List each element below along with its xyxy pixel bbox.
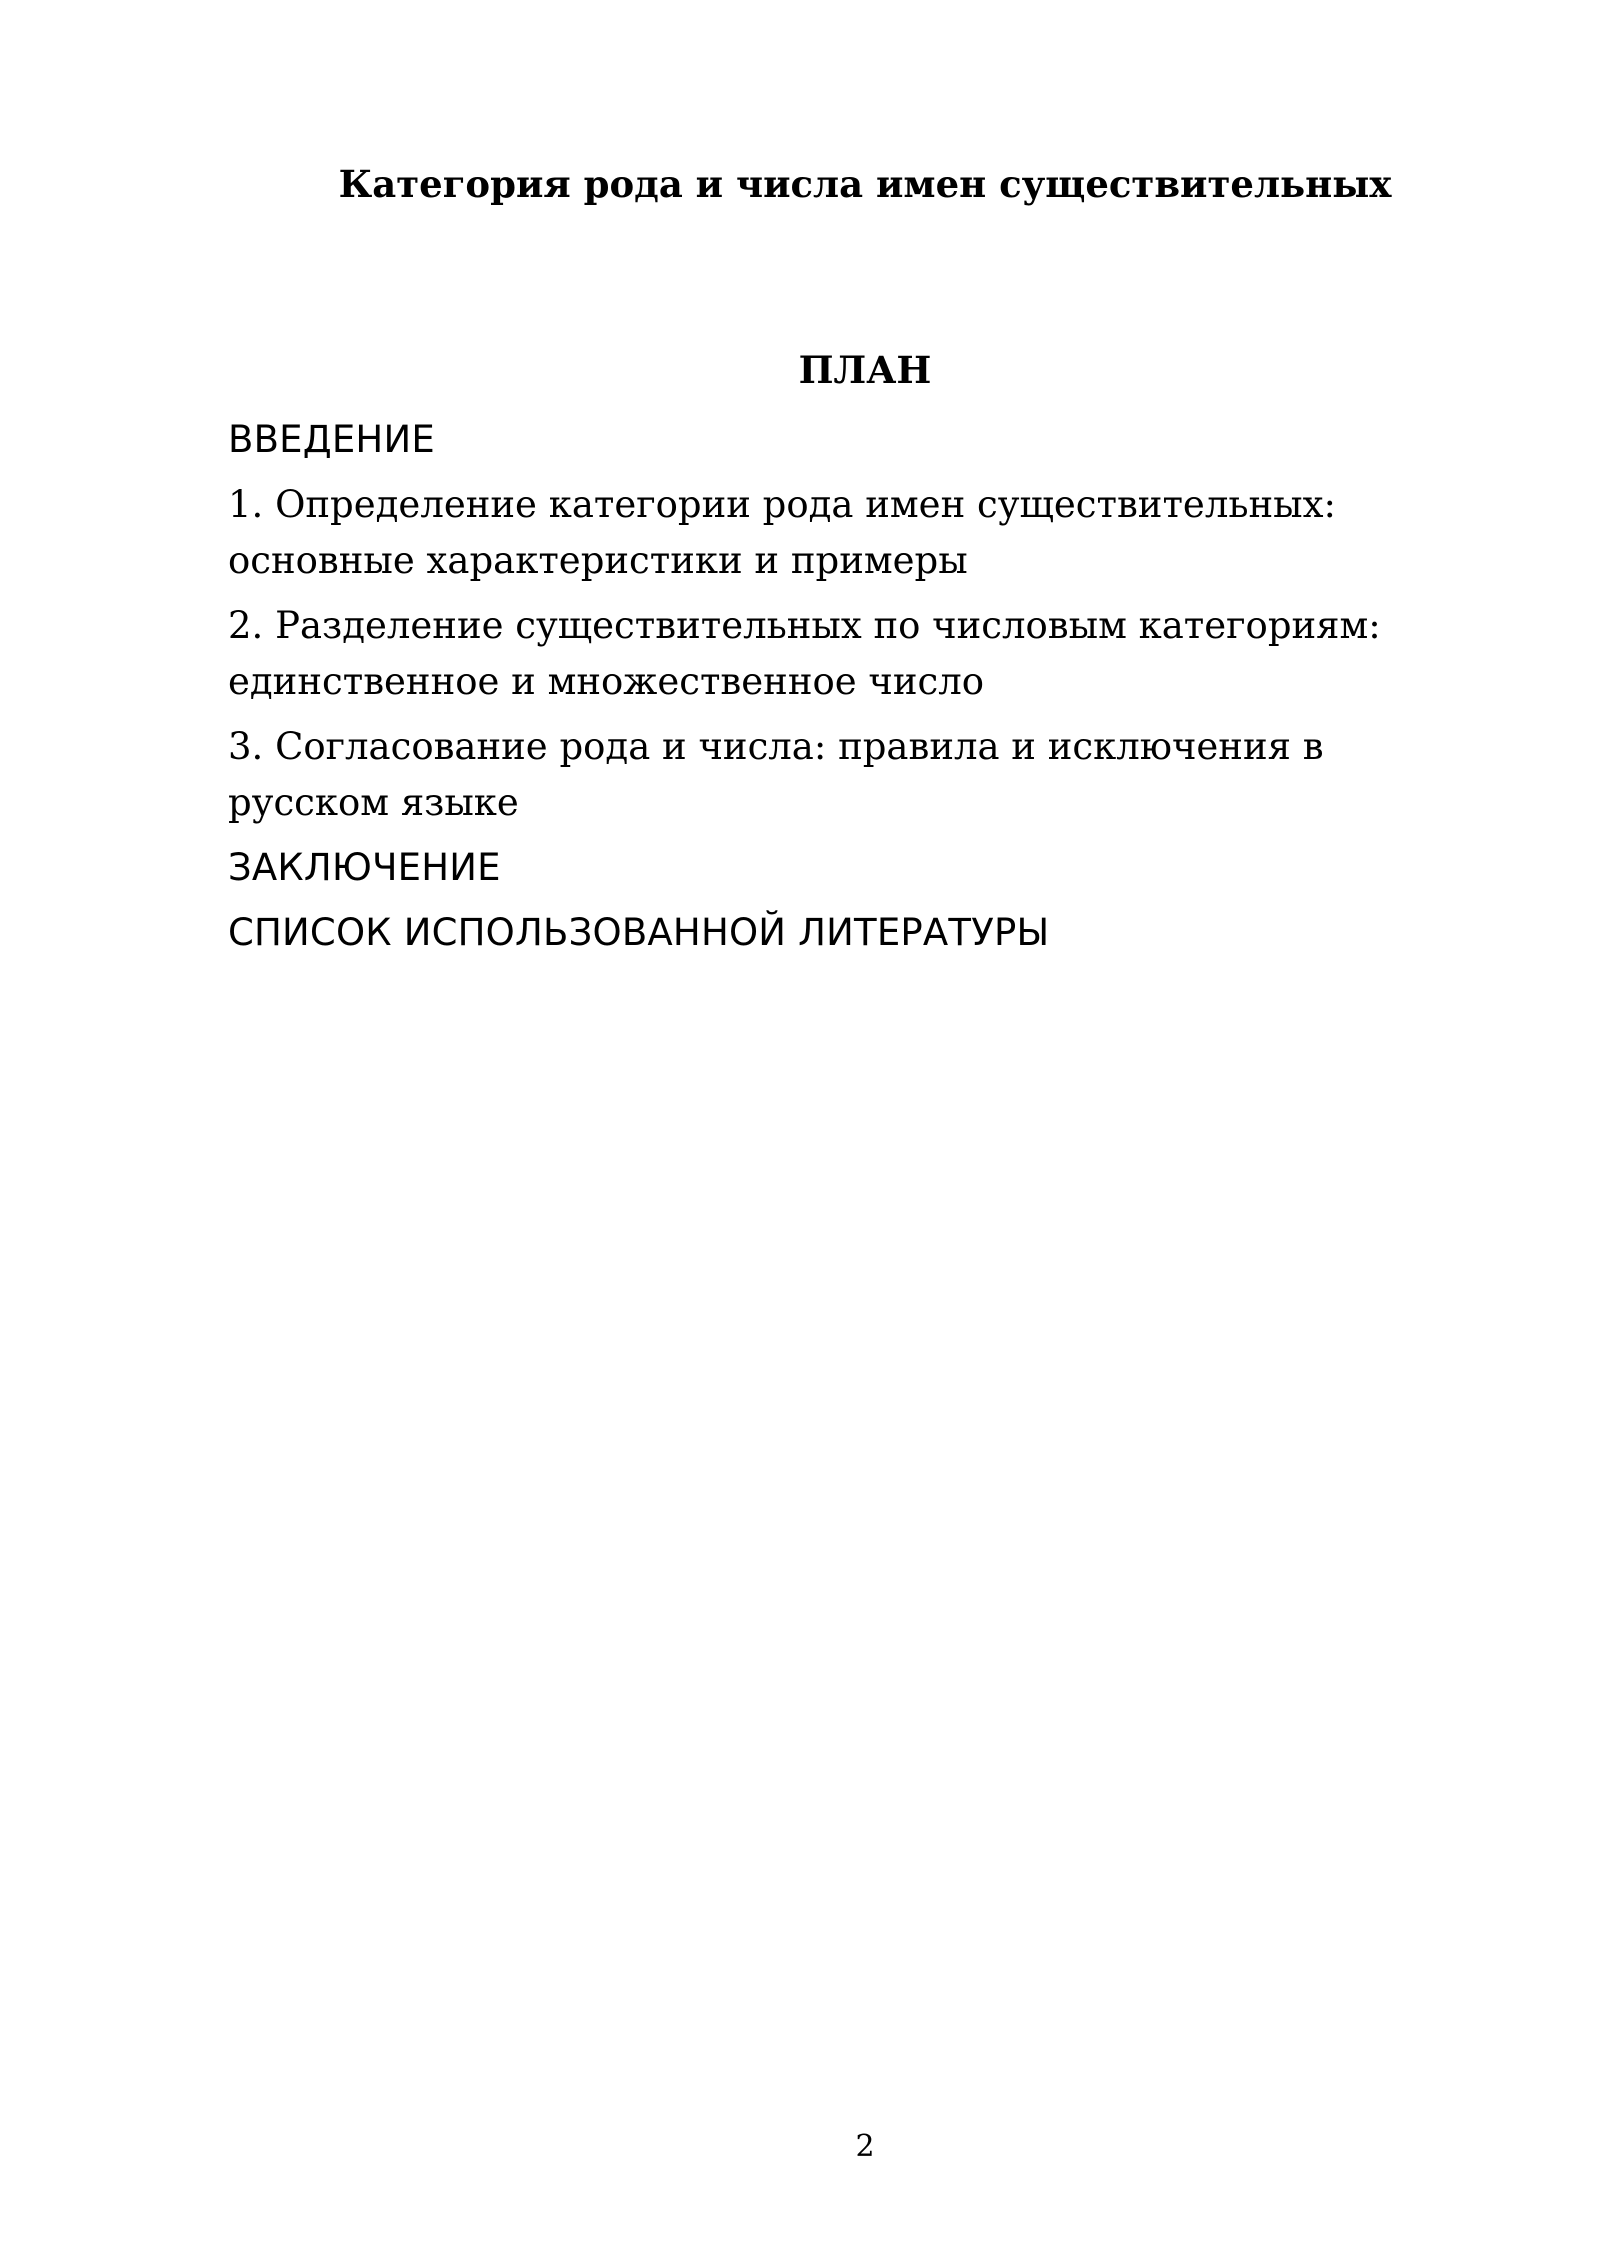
document-title: Категория рода и числа имен существительных <box>338 162 1392 206</box>
plan-item-references: СПИСОК ИСПОЛЬЗОВАННОЙ ЛИТЕРАТУРЫ <box>228 911 1050 954</box>
plan-item-2: 2. Разделение существительных по числовым категориям: единственное и множественное число <box>228 604 1381 703</box>
plan-item-introduction: ВВЕДЕНИЕ <box>228 418 435 461</box>
plan-item-3: 3. Согласование рода и числа: правила и исключения в русском языке <box>228 725 1324 824</box>
plan-item-1: 1. Определение категории рода имен существительных: основные характеристики и примеры <box>228 483 1336 582</box>
plan-item-conclusion: ЗАКЛЮЧЕНИЕ <box>228 846 501 889</box>
page-number: 2 <box>855 2129 875 2164</box>
plan-list <box>228 412 1428 970</box>
plan-heading: ПЛАН <box>798 348 932 392</box>
